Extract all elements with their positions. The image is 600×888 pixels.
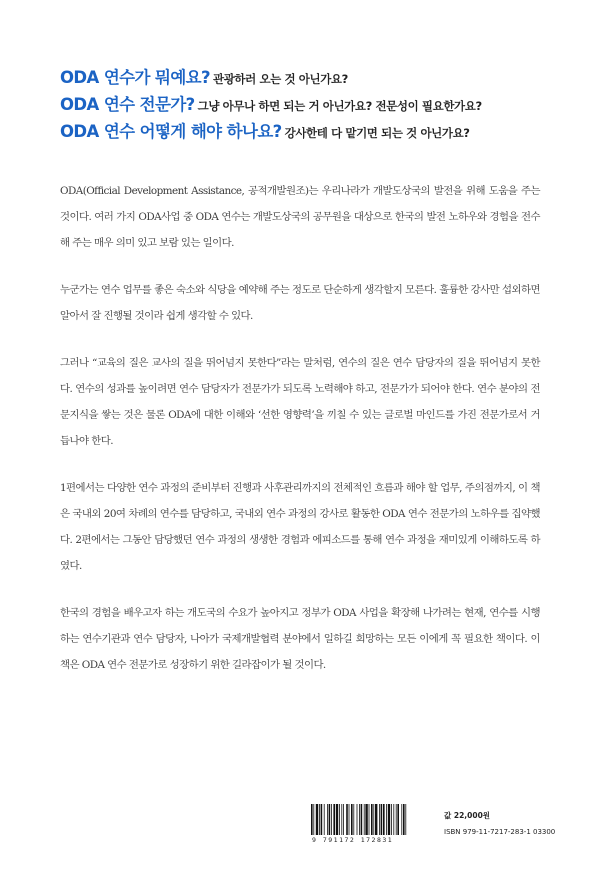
paragraph-3: 그러나 “교육의 질은 교사의 질을 뛰어넘지 못한다”라는 말처럼, 연수의 질은 연수 담당자의 질을 뛰어넘지 못한다. 연수의 성과를 높이려면 연수 담당자가 전문가가 되도록 노력해야 하고, 전문가가 되어야 한다. 연수 분야의 전문지식을 쌓는 것은 물론 ODA에 대한 이해와 ‘선한 영향력’을 끼칠 수 있는 글로벌 마인드를 가진 전문가로서 거듭나야 한다. (60, 357, 540, 447)
headline-block (60, 64, 580, 145)
headline-3 (60, 118, 580, 145)
headline-answer: 그냥 아무나 하면 되는 거 아닌가요? 전문성이 필요한가요? (197, 99, 482, 113)
isbn-label: ISBN 979-11-7217-283-1 03300 (444, 828, 556, 836)
paragraph-4: 1편에서는 다양한 연수 과정의 준비부터 진행과 사후관리까지의 전체적인 흐름과 해야 할 업무, 주의점까지, 이 책은 국내외 20여 차례의 연수를 담당하고, 국내외 연수 과정의 강사로 활동한 ODA 연수 전문가의 노하우를 집약했다. 2편에서는 그동안 담당했던 연수 과정의 생생한 경험과 에피소드를 통해 연수 과정을 재미있게 이해하도록 하였다. (60, 482, 540, 572)
headline-question: ODA 연수 전문가? (60, 95, 195, 114)
headline-question: ODA 연수가 뭐예요? (60, 68, 210, 87)
paragraph-1: ODA(Official Development Assistance, 공적개발원조)는 우리나라가 개발도상국의 발전을 위해 도움을 주는 것이다. 여러 가지 ODA사업 중 ODA 연수는 개발도상국의 공무원을 대상으로 한국의 발전 노하우와 경험을 전수해 주는 매우 의미 있고 보람 있는 일이다. (60, 185, 540, 249)
headline-2 (60, 91, 580, 118)
headline-question: ODA 연수 어떻게 해야 하나요? (60, 122, 282, 141)
book-description (60, 178, 540, 699)
barcode-digits: 9 791172 172831 (312, 836, 394, 844)
barcode-area (310, 804, 556, 849)
paragraph-5: 한국의 경험을 배우고자 하는 개도국의 수요가 높아지고 정부가 ODA 사업을 확장해 나가려는 현재, 연수를 시행하는 연수기관과 연수 담당자, 나아가 국제개발협력 분야에서 일하길 희망하는 모든 이에게 꼭 필요한 책이다. 이 책은 ODA 연수 전문가로 성장하기 위한 길라잡이가 될 것이다. (60, 607, 540, 671)
headline-answer: 관광하러 오는 것 아닌가요? (213, 72, 348, 86)
headline-answer: 강사한테 다 맡기면 되는 것 아닌가요? (284, 126, 470, 140)
price-label: 값 22,000원 (444, 811, 491, 820)
paragraph-2: 누군가는 연수 업무를 좋은 숙소와 식당을 예약해 주는 정도로 단순하게 생각할지 모른다. 훌륭한 강사만 섭외하면 알아서 잘 진행될 것이라 쉽게 생각할 수 있다. (60, 284, 540, 322)
barcode-image (310, 804, 440, 836)
headline-1 (60, 64, 580, 91)
